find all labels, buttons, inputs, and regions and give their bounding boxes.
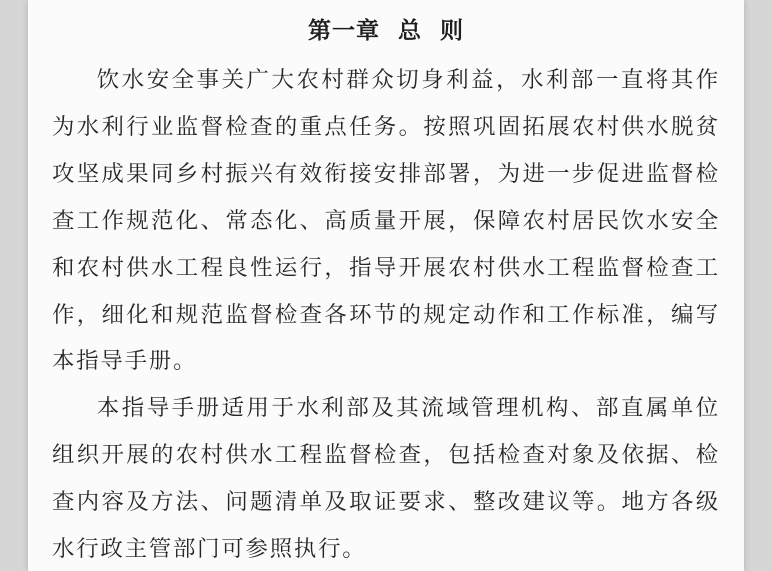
chapter-title: 第一章 总 则 <box>307 18 465 44</box>
paragraph-purpose: 饮水安全事关广大农村群众切身利益，水利部一直将其作为水利行业监督检查的重点任务。按照巩固拓展农村供水脱贫攻坚成果同乡村振兴有效衔接安排部署，为进一步促进监督检查工作规范化、常态化、高质量开展，保障农村居民饮水安全和农村供水工程良性运行，指导开展农村供水工程监督检查工作，细化和规范监督检查各环节的规定动作和工作标准，编写本指导手册。 <box>52 67 720 375</box>
document-page <box>28 0 744 571</box>
paragraph-scope: 本指导手册适用于水利部及其流域管理机构、部直属单位组织开展的农村供水工程监督检查，包括检查对象及依据、检查内容及方法、问题清单及取证要求、整改建议等。地方各级水行政主管部门可参照执行。 <box>52 395 720 562</box>
